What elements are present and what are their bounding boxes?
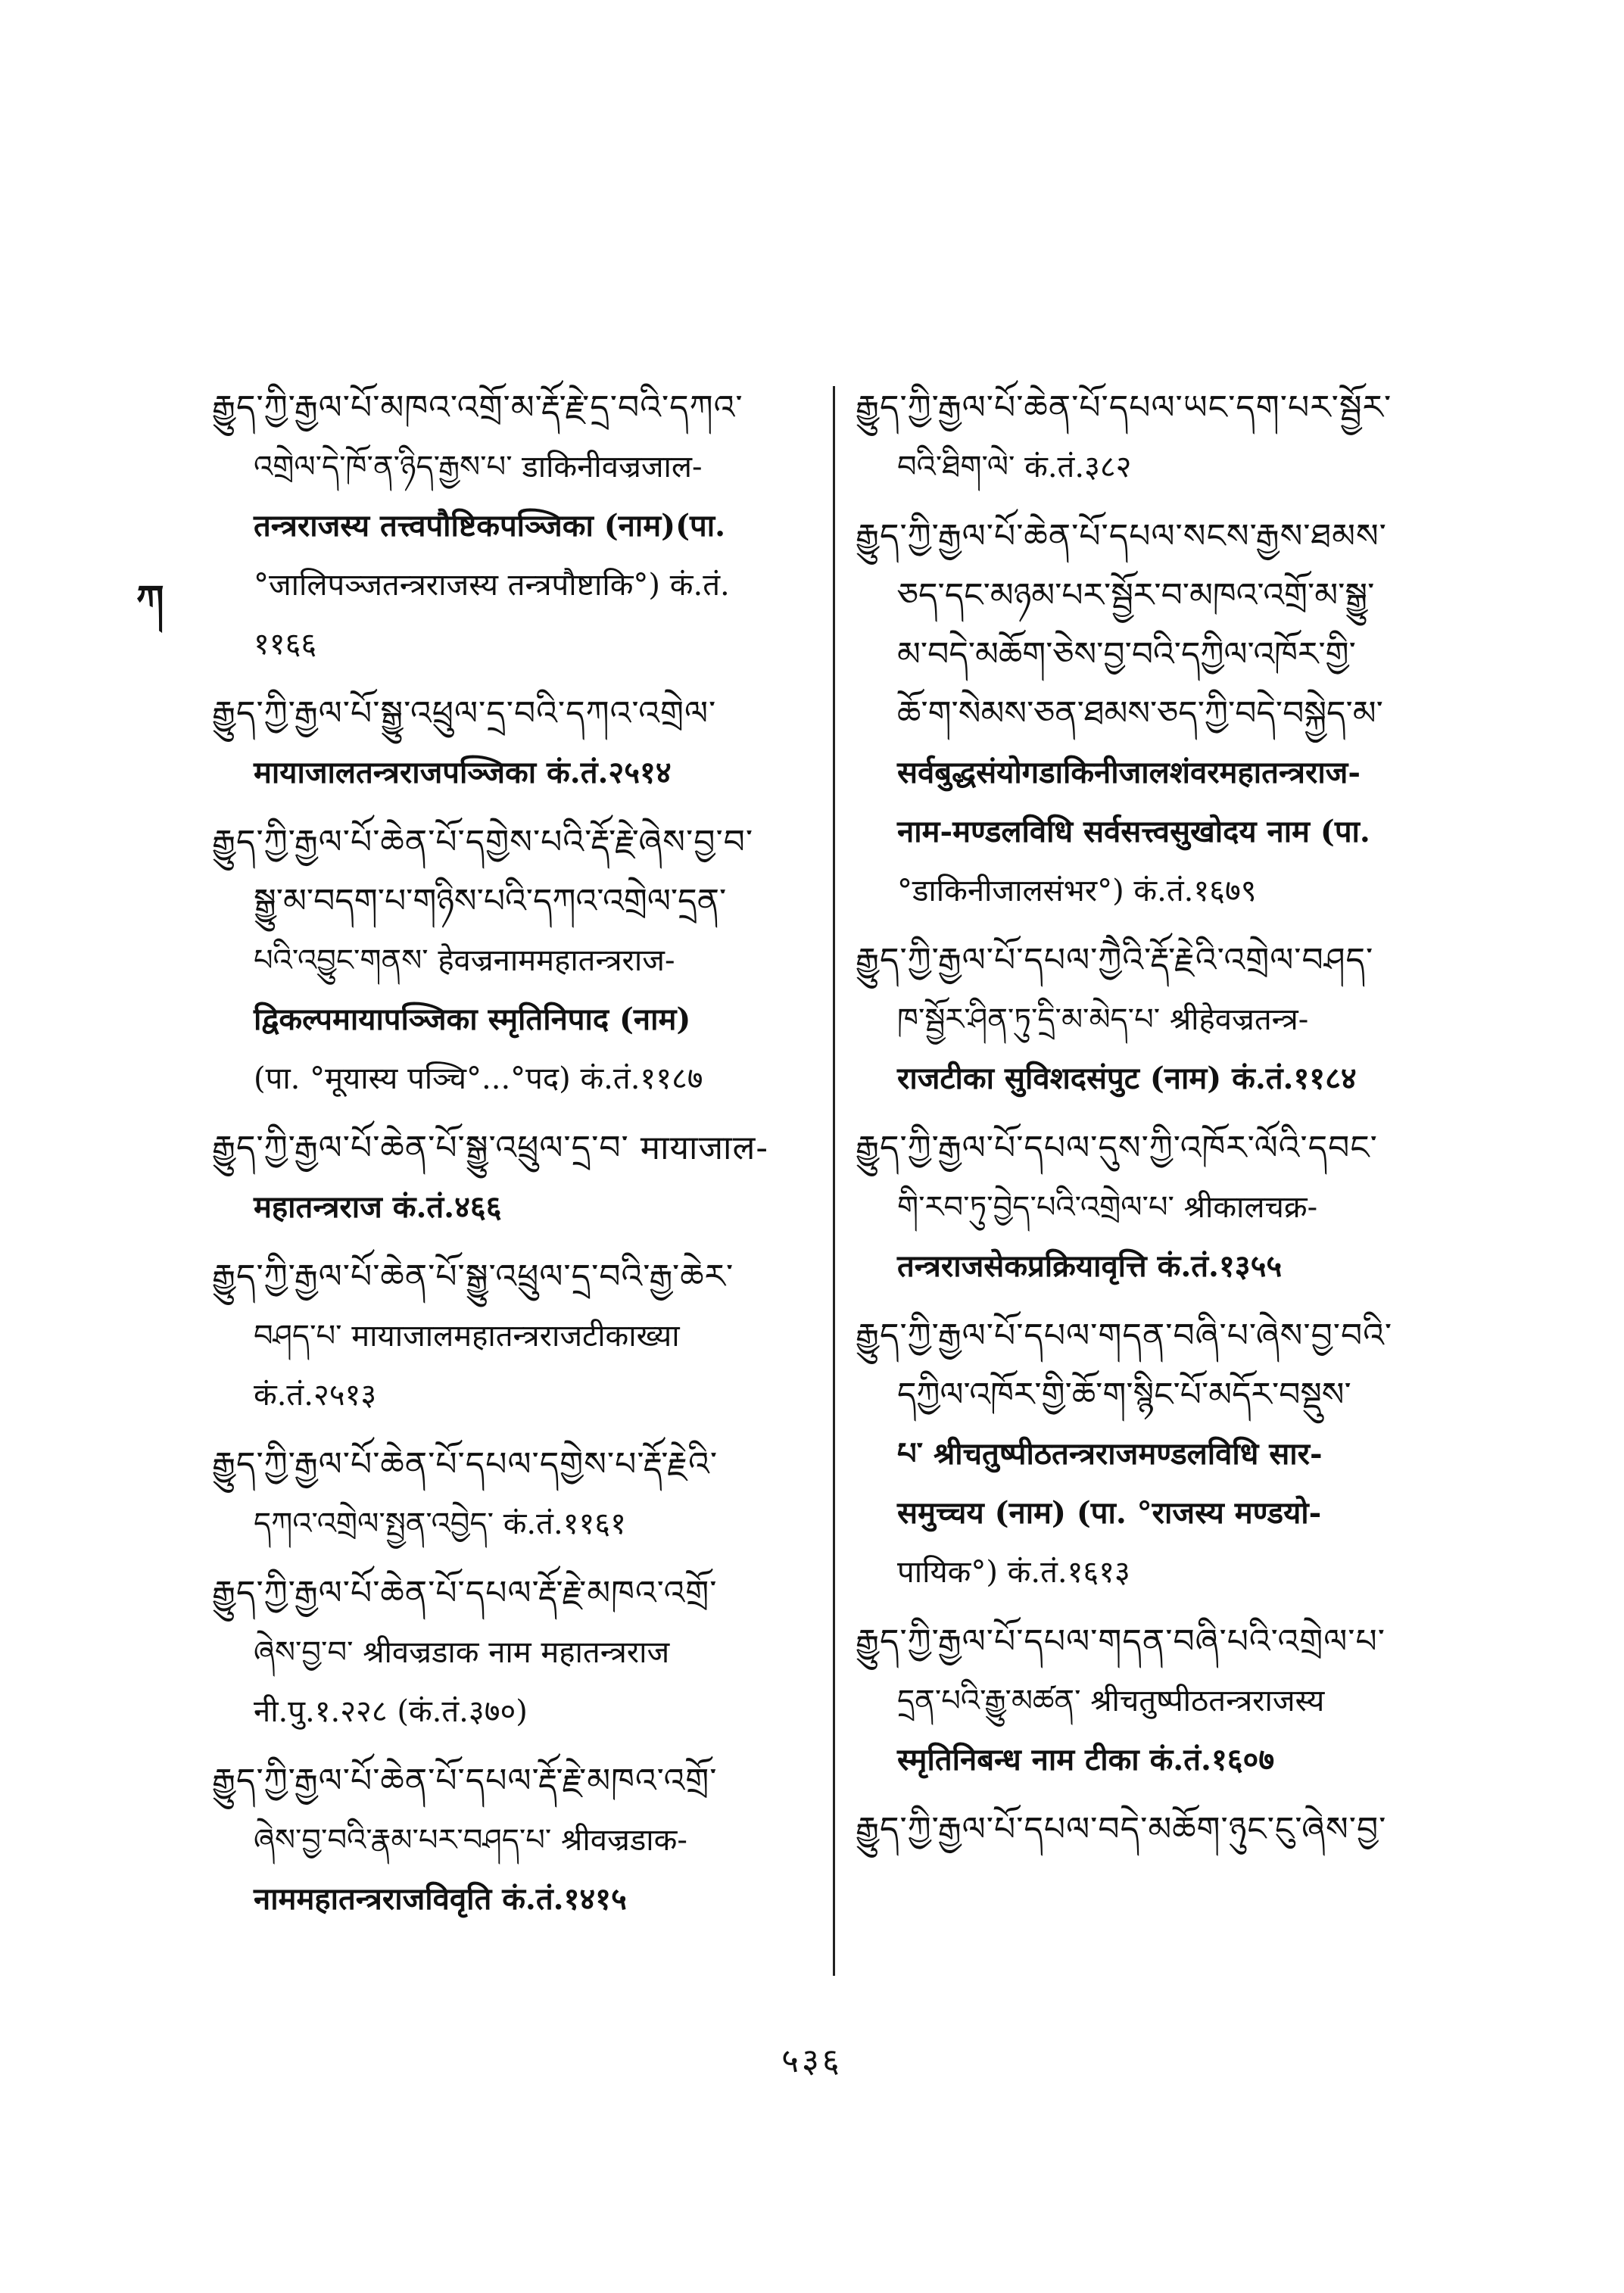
entry-line: स्मृतिनिबन्ध नाम टीका कं.तं.१६०७ — [897, 1742, 1275, 1777]
entry — [212, 379, 818, 674]
entry — [212, 684, 818, 802]
entry-tibetan-heading: རྒྱུད་ཀྱི་རྒྱལ་པོ་ཆེན་པོ་དཔལ་རྡོ་རྗེ་མཁའ་འགྲོ་ — [212, 1762, 718, 1800]
entry — [856, 1800, 1469, 1859]
entry — [856, 1612, 1469, 1790]
entry — [212, 1248, 818, 1425]
entry-tibetan-heading: རྒྱུད་ཀྱི་རྒྱལ་པོ་ཆེན་པོ་དཔལ་རྡོ་རྗེ་མཁའ་འགྲོ་ — [212, 1574, 718, 1612]
entry-line: བཤད་པ་ मायाजालमहातन्त्रराजटीकाख्या — [254, 1319, 680, 1354]
entry-tibetan-heading: རྒྱུད་ཀྱི་རྒྱལ་པོ་སྒྱུ་འཕྲུལ་དྲ་བའི་དཀའ་འགྲེལ་ — [212, 694, 717, 733]
entry — [212, 1752, 818, 1929]
entry-line: ཞེས་བྱ་བའི་རྣམ་པར་བཤད་པ་ श्रीवज्रडाक- — [254, 1823, 687, 1858]
entry — [856, 1307, 1469, 1602]
entry-line: དྲན་པའི་རྒྱུ་མཚན་ श्रीचतुष्पीठतन्त्रराजस्य — [897, 1684, 1325, 1718]
entry-line: དཀྱིལ་འཁོར་གྱི་ཆོ་ག་སྙིང་པོ་མདོར་བསྡུས་ — [897, 1375, 1351, 1414]
entry — [856, 1119, 1469, 1296]
margin-mark: ཀ — [136, 578, 164, 623]
entry-line: བའི་ཐིག་ལེ་ कं.तं.३८२ — [897, 450, 1132, 484]
entry-line: महातन्त्रराज कं.तं.४६६ — [254, 1189, 502, 1225]
entry-tibetan-heading: རྒྱུད་ཀྱི་རྒྱལ་པོ་ཆེན་པོ་སྒྱུ་འཕྲུལ་དྲ་བ་ मायाजाल- — [212, 1129, 769, 1167]
entry-line: གི་རབ་ཏུ་བྱེད་པའི་འགྲེལ་པ་ श्रीकालचक्र- — [897, 1190, 1318, 1225]
entry-line: སྒྱུ་མ་བདག་པ་གཉིས་པའི་དཀའ་འགྲེལ་དྲན་ — [254, 882, 727, 921]
entry-line: འགྲེལ་དེ་ཁོ་ན་ཉིད་རྒྱས་པ་ डाकिनीवज्रजाल- — [254, 450, 703, 484]
entry-line: नी.पु.१.२२८ (कं.तं.३७०) — [254, 1694, 528, 1729]
column-divider — [833, 386, 835, 1976]
entry — [212, 1564, 818, 1741]
entry-line: नाममहातन्त्रराजविवृति कं.तं.१४१५ — [254, 1881, 627, 1917]
entry — [856, 931, 1469, 1108]
entry-line: ཁ་སྦྱོར་ཤིན་ཏུ་དྲི་མ་མེད་པ་ श्रीहेवज्रतन्त्र- — [897, 1002, 1309, 1037]
entry-tibetan-heading: རྒྱུད་ཀྱི་རྒྱལ་པོ་ཆེན་པོ་དཔལ་དགྱེས་པ་རྡོ་རྗེའི་ — [212, 1445, 718, 1484]
entry-line: ཞེས་བྱ་བ་ श्रीवज्रडाक नाम महातन्त्रराज — [254, 1635, 670, 1670]
entry — [856, 379, 1469, 497]
entry-line: द्विकल्पमायापञ्जिका स्मृतिनिपाद (नाम) — [254, 1002, 691, 1037]
entry-line: དཀའ་འགྲེལ་སྤྱན་འབྱེད་ कं.तं.११६१ — [254, 1506, 626, 1541]
entry-line: ཆོ་ག་སེམས་ཅན་ཐམས་ཅད་ཀྱི་བདེ་བསྐྱེད་མ་ — [897, 694, 1383, 733]
entry-tibetan-heading: རྒྱུད་ཀྱི་རྒྱལ་པོ་ཆེན་པོ་སྒྱུ་འཕྲུལ་དྲ་བའི་རྒྱ་ཆེར་ — [212, 1257, 734, 1296]
entry-line: ཅད་དང་མཉམ་པར་སྦྱོར་བ་མཁའ་འགྲོ་མ་སྒྱུ་ — [897, 576, 1375, 615]
entry-line: པའི་འབྱུང་གནས་ हेवज्रनाममहातन्त्रराज- — [254, 943, 675, 978]
entry-tibetan-heading: རྒྱུད་ཀྱི་རྒྱལ་པོ་དཔལ་དུས་ཀྱི་འཁོར་ལོའི་དབང་ — [856, 1129, 1378, 1167]
entry-line: कं.तं.२५१३ — [254, 1378, 377, 1413]
entry-line: सर्वबुद्धसंयोगडाकिनीजालशंवरमहातन्त्रराज- — [897, 755, 1361, 790]
entry-line: राजटीका सुविशदसंपुट (नाम) कं.तं.११८४ — [897, 1061, 1357, 1096]
entry-line: ११६६ — [254, 627, 317, 662]
entry-line: समुच्चय (नाम) (पा. °राजस्य मण्डयो- — [897, 1495, 1322, 1531]
page-number: ५३६ — [781, 2042, 843, 2080]
right-column — [856, 379, 1469, 1870]
entry-tibetan-heading: རྒྱུད་ཀྱི་རྒྱལ་པོ་དཔལ་གདན་བཞི་པའི་འགྲེལ་པ་ — [856, 1622, 1386, 1661]
entry-line: པ་ श्रीचतुष्पीठतन्त्रराजमण्डलविधि सार- — [897, 1436, 1323, 1472]
entry-tibetan-heading: རྒྱུད་ཀྱི་རྒྱལ་པོ་མཁའ་འགྲོ་མ་རྡོ་རྗེ་དྲ་བའི་དཀའ་ — [212, 388, 743, 427]
entry-line: तन्त्रराजस्य तत्त्वपौष्टिकपञ्जिका (नाम)(पा. — [254, 508, 725, 544]
entry-line: °जालिपञ्जतन्त्रराजस्य तन्त्रपौष्टाकि°) कं.तं. — [254, 568, 730, 603]
entry — [212, 1435, 818, 1553]
entry-tibetan-heading: རྒྱུད་ཀྱི་རྒྱལ་པོ་དཔལ་བདེ་མཆོག་ཉུང་ངུ་ཞེས་བྱ་ — [856, 1810, 1387, 1849]
entry-line: नाम-मण्डलविधि सर्वसत्त्वसुखोदय नाम (पा. — [897, 814, 1370, 849]
entry — [212, 813, 818, 1108]
entry-line: तन्त्रराजसेकप्रक्रियावृत्ति कं.तं.१३५५ — [897, 1248, 1283, 1284]
entry-tibetan-heading: རྒྱུད་ཀྱི་རྒྱལ་པོ་དཔལ་ཀྱཻའི་རྡོ་རྗེའི་འགྲེལ་བཤད་ — [856, 941, 1374, 980]
left-column — [212, 379, 818, 1939]
entry-tibetan-heading: རྒྱུད་ཀྱི་རྒྱལ་པོ་ཆེན་པོ་དགྱེས་པའི་རྡོ་རྗེ་ཞེས་བྱ་བ་ — [212, 823, 754, 861]
entry-tibetan-heading: རྒྱུད་ཀྱི་རྒྱལ་པོ་དཔལ་གདན་བཞི་པ་ཞེས་བྱ་བའི་ — [856, 1316, 1393, 1355]
entry-tibetan-heading: རྒྱུད་ཀྱི་རྒྱལ་པོ་ཆེན་པོ་དཔལ་ཡང་དག་པར་སྦྱོར་ — [856, 388, 1392, 427]
entry-line: མ་བདེ་མཆོག་ཅེས་བྱ་བའི་དཀྱིལ་འཁོར་གྱི་ — [897, 635, 1356, 674]
entry-line: (पा. °मूयास्य पञ्चि°...°पद) कं.तं.११८७ — [254, 1061, 703, 1096]
entry-line: °डाकिनीजालसंभर°) कं.तं.१६७९ — [897, 874, 1257, 908]
entry-tibetan-heading: རྒྱུད་ཀྱི་རྒྱལ་པོ་ཆེན་པོ་དཔལ་སངས་རྒྱས་ཐམས་ — [856, 517, 1387, 556]
entry — [856, 507, 1469, 921]
entry — [212, 1119, 818, 1237]
entry-line: मायाजालतन्त्रराजपञ्जिका कं.तं.२५१४ — [254, 755, 672, 790]
entry-line: पायिक°) कं.तं.१६१३ — [897, 1555, 1130, 1590]
